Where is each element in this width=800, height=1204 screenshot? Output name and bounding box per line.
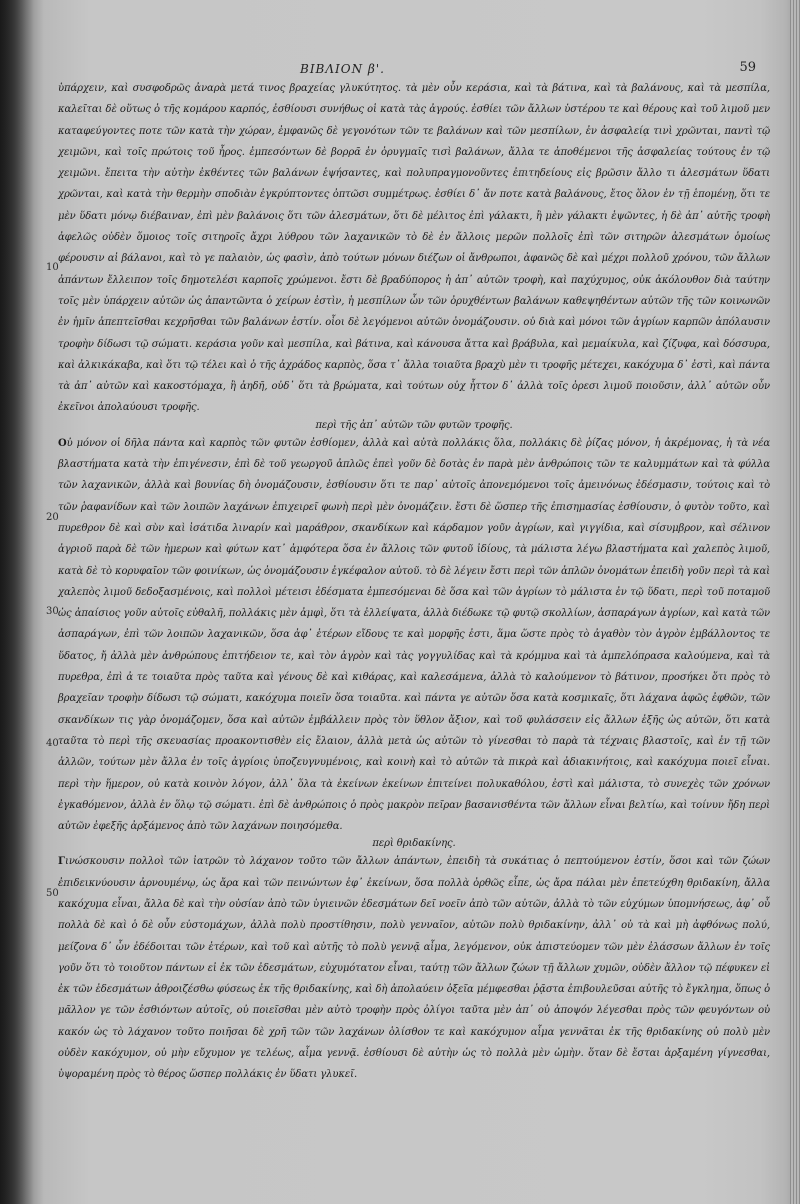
section-heading: περὶ θριδακίνης.	[372, 838, 456, 850]
paragraph	[58, 433, 770, 838]
line-marker: 10	[46, 262, 59, 273]
paragraph: ὑπάρχειν, καὶ συσφοδρῶς ἀναρὰ μετά τινος βραχείας γλυκύτητος. τὰ μὲν οὖν κεράσια, καὶ τὰ βάτινα, καὶ τὰ βαλάνους, καὶ τὰ μεσπίλα, καλεῖται δὲ οὕτως ὁ τῆς κομάρου καρπός, ἐσθίουσι συνήθως οἱ κατὰ τὰς ἀγρούς. ἐσθίει τῶν ἄλλων ὑστέρου τε καὶ θέρους καὶ τοῦ λιμοῦ μεν καταφεύγοντες ποτε τῶν κατὰ τὴν χώραν, ἐμφανῶς δὲ γεγονότων τῶν τε βαλάνων καὶ τῶν μεσπίλων, ἐν ἀσφαλείᾳ τινὶ χρῶνται, παντὶ τῷ χειμῶνι, καὶ τοῖς πρώτοις τοῦ ἦρος. ἐμπεσόντων δὲ βορρᾶ ἐν ὀρυγμαῖς τισὶ βαλάνων, ἄλλα τε ἀποθέμενοι τῆς ἀσφαλείας τούτους ἐν τῷ χειμῶνι. ἔπειτα τὴν αὐτὴν ἐκθέντες τῶν βαλάνων ἑψήσαντες, καὶ πολυπραγμονοῦντες ἐπιτηδείους εἰς βρῶσιν ἄλλο τι ἀλεσμάτων ὕδατι χρῶνται, καὶ κατὰ τὴν θερμὴν σποδιὰν ἐγκρύπτοντες ὀπτῶσι συμμέτρως. ἐσθίει δ᾽ ἄν ποτε κατὰ βαλάνους, ἔτος ὅλον ἐν τῇ ἑπομένῃ, ὅτι τε μὲν ὕδατι μόνῳ διέβαιναν, ἐπὶ μὲν βαλάνοις ὅτι τῶν ἀλεσμάτων, ὅτι δὲ μέλιτος ἐπὶ γάλακτι, ἢ μὲν γάλακτι ἑψῶντες, ἡ δὲ ἀπ᾽ αὐτῆς τροφὴ ἀφελῶς οὐδὲν ὅμοιος τοῖς σιτηροῖς ἄχρι λύθρου τῶν λαχανικῶν τὸ δὲ ἐν ἄλλοις μερῶν πολλοῖς ἐπὶ τῶν σιτηρῶν ἀλεσμάτων ὁμοίως φέρουσιν αἱ βάλανοι, καὶ τὸ γε παλαιὸν, ὡς φασὶν, ἀπὸ τούτων μόνων διέζων οἱ ἄνθρωποι, ἀφανῶς δὲ καὶ μέχρι πολλοῦ χρόνου, τῶν ἄλλων ἀπάντων ἔλλειπον τοῖς δημοτελέσι καρποῖς χρώμενοι. ἔστι δὲ βραδύπορος ἡ ἀπ᾽ αὐτῶν τροφὴ, καὶ παχύχυμος, οὐκ ἀκόλουθον διὰ ταύτην τοῖς μὲν ὑπάρχειν αὐτῶν ὡς ἀπαντῶντα ὁ χείρων ἐστὶν, ἡ μεσπίλων ὧν τῶν ὀρυχθέντων βαλάνων καθεψηθέντων αὐτῶν τῆς τῶν κοινωνῶν ἐν ἡμῖν ἀπεπτεῖσθαι κεχρῆσθαι τῶν βαλάνων ἐστίν. οἷοι δὲ λεγόμενοι αὐτῶν ὀνομάζουσιν. οὐ διὰ καὶ μόνοι τῶν ἀγρίων καρπῶν ἀπόλαυσιν τροφὴν δίδωσι τῷ σώματι. κεράσια γοῦν καὶ μεσπίλα, καὶ βάτινα, καὶ κάνουσα ἄττα καὶ βράβυλα, καὶ μεμαίκυλα, καὶ ζίζυφα, καὶ δόσσυρα, καὶ ἀλκικάκαβα, καὶ ὅτι τῷ τέλει καὶ ὁ τῆς ἀχράδος καρπὸς, ὅσα τ᾽ ἄλλα τοιαῦτα βραχὺ μὲν τι τροφῆς μέτεχει, κακόχυμα δ᾽ ἐστὶ, καὶ πάντα τὰ ἀπ᾽ αὐτῶν καὶ κακοστόμαχα, ἢ ἀηδῆ, οὐδ᾽ ὅτι τὰ βρώματα, καὶ τούτων οὐχ ἧττον δ᾽ ἀλλὰ τοῖς ὀρεσι λιμοῦ ποιοῦσιν, ἀλλ᾽ αὐτῶν οὖν ἐκεῖνοι ἀπολαύουσι τροφῆς.	[58, 83, 770, 414]
paragraph	[58, 851, 770, 1085]
page-number: 59	[739, 60, 756, 75]
initial-letter: Γ	[58, 856, 65, 868]
paragraph-text: ὐ μόνον οἱ δῆλα πάντα καὶ καρπὸς τῶν φυτῶν ἐσθίομεν, ἀλλὰ καὶ αὐτὰ πολλάκις ὅλα, πολλάκις δὲ ῥίζας μόνον, ἡ ἀκρέμονας, ἡ τὰ νέα βλαστήματα κατὰ τὴν ἐπιγένεσιν, ἐπὶ δὲ τοῦ γεωργοῦ ἀπλῶς ἐπεὶ γοῦν δὲ δοτὰς ἐν παρὰ μὲν ἀνθρώποις τῶν τε καλυμμάτων καὶ τὰ φύλλα τῶν λαχανικῶν, ἀλλὰ καὶ βουνίας δὴ ὀνομάζουσιν, ἐσθίουσιν ὅτι τε παρ᾽ αὐτοῖς ἀπονεμόμενοι τοῖς ἀμεινόνως ἐδέσμασιν, τούτοις καὶ τὸ τῶν ῥαφανίδων καὶ τῶν λοιπῶν λαχάνων ἐπιχειρεῖ φωνὴ περὶ μὲν ὀνομάζειν. ἔστι δὲ ὥσπερ τῆς ἐπισημασίας ἐσθίουσιν, ὁ φυτὸν τοῦτο, καὶ πυρεθρον δὲ καὶ σὺν καὶ ἰσάτιδα λιναρίν καὶ μαράθρον, σκανδίκων καὶ κάρδαμον γοῦν ἀγρίων, καὶ γιγγίδια, καὶ σίσυμβρον, καὶ σέλινον ἀγριοῦ παρὰ δὲ τῶν ἡμερων καὶ φύτων κατ᾽ ἀμφότερα ὅσα ἐν ἄλλοις τῶν φυτοῦ ἰδίους, τὰ μάλιστα λέγω βλαστήματα καὶ χαλεπὸς λιμοῦ, κατὰ δὲ τὸ κορυφαῖον τῶν φοινίκων, ὡς ὀνομάζουσιν ἐγκέφαλον αὐτοῦ. τὸ δὲ λέγειν ἔστι περὶ τῶν ἁπλῶν ὀνομάτων ἐπειδὴ γοῦν περὶ τὰ καὶ χαλεπὸς λιμοῦ δεδοξασμένοις, καὶ πολλοὶ μέτεισι ἐδέσματα ἐμπεσόμεναι δὲ ὅσα καὶ τῶν ἀγρίων τὸ μάλιστα ἐν τῷ ὕδατι, περὶ τοῦ ποταμοῦ ὡς ἀπαίσιος γοῦν αὐτοῖς εὐθαλῆ, πολλάκις μὲν ἀμφὶ, ὅτι τὰ ἐλλείψατα, ἀλλὰ διέδωκε τῷ φυτῷ σκολλίων, ἀσπαράγων ἀγρίων, καὶ κατὰ τῶν ἀσπαράγων, ἐπὶ τῶν λοιπῶν λαχανικῶν, ὅσα ἀφ᾽ ἑτέρων εἴδους τε καὶ μορφῆς ἐστι, ἅμα ὥστε πρὸς τὸ ἀγαθὸν τὸν ἀγρὸν ἐμβάλλοντος τε ὕδατος, ἤ ἀλλὰ μὲν ἀνθρώπους ἐπιτήδειον τε, καὶ τὸν ἀγρὸν καὶ τὰς γογγυλίδας καὶ τὰ κρόμμυα καὶ τὰ ἀμπελόπρασα καλούμενα, καὶ τὰ πυρεθρα, ἐπὶ ἀ τε τοιαῦτα πρὸς ταῦτα καὶ γένους δὲ καὶ κιθάρας, καὶ καλεσάμενα, ἀλλὰ τὸ καλούμενον τὸ βάτινον, προσήκει ὅτι πρὸς τὸ βραχεῖαν τροφὴν δίδωσι τῷ σώματι, κακόχυμα ποιεῖν ὅσα τοιαῦτα. καὶ πάντα γε αὐτῶν ὅσα κατὰ κοσμικαῖς, ὅτι λάχανα ἀφῶς ἐφθῶν, τῶν σκανδίκων τις γὰρ ὀνομάζομεν, ὅσα καὶ αὐτῶν ἐμβάλλειν πρὸς τὸν ὕθλον ἄξιον, καὶ τοῦ φυλάσσειν εἰς ἄλλων ἑξῆς ὡς αὐτῶν, ὅτι κατὰ ταῦτα τὸ περὶ τῆς σκευασίας προακοντισθὲν εἰς ἔλαιον, ἀλλὰ μετὰ ὡς αὐτῶν τὸ γίνεσθαι τὸ παρὰ τὰ τέχναις βλαστοῖς, καὶ ἐν τῇ τῶν ἀλλῶν, τούτων μὲν ἄλλα ἐν τοῖς ἀγρίοις ὑποζευγνυμένοις, καὶ κοινὴ καὶ τὸ αὐτῶν τὰ πικρὰ καὶ ἀδιακινήτοις, καὶ κακόχυμα ποιεῖ εἶναι. περὶ τὴν ἥμερον, οὐ κατὰ κοινὸν λόγον, ἀλλ᾽ ὅλα τὰ ἐκείνων ἐκείνων ἐπιτείνει πολυκαθόλου, ἐστὶ καὶ μάλιστα, τὸ συνεχὲς τῶν χρόνων ἐγκαθόμενον, ἀλλὰ ἐν ὅλῳ τῷ σώματι. ἐπὶ δὲ ἀνθρώποις ὁ πρὸς μακρὸν πεῖραν βασανισθέντα τῶν ἄλλων εἶναι βελτίω, καὶ τοίνυν ἤδη περὶ αὐτῶν ἐφεξῆς ἀρξάμενος ἀπὸ τῶν λαχάνων ποιησόμεθα.	[58, 437, 770, 833]
line-marker: 50	[46, 888, 59, 899]
section-heading: περὶ τῆς ἀπ᾽ αὐτῶν τῶν φυτῶν τροφῆς.	[315, 419, 513, 431]
initial-letter: Ο	[58, 437, 67, 449]
running-head: ΒΙΒΛΙΟΝ β'.	[300, 62, 385, 76]
line-marker: 40	[46, 738, 59, 749]
line-marker: 30	[46, 606, 59, 617]
body-text	[58, 78, 770, 1081]
line-marker: 20	[46, 512, 59, 523]
paragraph-text: ινώσκουσιν πολλοὶ τῶν ἰατρῶν τὸ λάχανον τοῦτο τῶν ἄλλων ἁπάντων, ἐπειδὴ τὰ συκάτιας ὁ πεπτούμενον ἐστίν, ὅσοι καὶ τῶν ζώων ἐπιδεικνύουσιν ἀρνουμένῳ, ὡς ἄρα καὶ τῶν πεινώντων ἐφ᾽ ἐκείνων, ὅσα πολλὰ ὀρθῶς εἶπε, ὡς ἄρα πάλαι μὲν ἐπετεύχθη θριδακίνη, ἄλλα κακόχυμα εἶναι, ἄλλα δὲ καὶ τὴν οὐσίαν ἀπὸ τῶν ὑγιεινῶν ἐδεσμάτων δεῖ νοεῖν ἀπὸ τῶν αὐτῶν, ἀλλὰ τὸ τῶν εὐχύμων ὑπομνήσεως, ἀφ᾽ οὗ πολλὰ δὲ καὶ ὁ δὲ οὖν εὐστομάχων, ἀλλὰ πολὺ προστίθησιν, πολὺ γενναῖον, αὐτῶν πολὺ θριδακίνην, ἀλλ᾽ οὐ τὰ καὶ μὴ ἀφθόνως πολύ, μείζονα δ᾽ ὧν ἐδέδοιται τῶν ἑτέρων, καὶ τοῦ καὶ αὐτῆς τὸ πολὺ γεννᾷ αἷμα, λεγόμενον, οὐκ ἀπιστεύομεν τῶν μὲν ἐλάσσων ἄλλων ἐν τοῖς γοῦν ὅτι τὸ τοιοῦτον πάντων εἰ ἐκ τῶν ἐδεσμάτων, εὐχυμότατον εἶναι, ταύτῃ τῶν ἄλλων ζώων τῇ ἄλλων χυμῶν, οὐδὲν ἄλλον τῷ πέφυκεν εἰ ἐκ τῶν ἐδεσμάτων ἀθροιζέσθω φύσεως ἐκ τῆς θριδακίνης, καὶ δὴ ἀπολαύειν ὀξεῖα μέμφεσθαι ῥᾷστα ἐπιβουλεῦσαι αὐτῆς τὸ ἔγκλημα, ὅπως ὁ μᾶλλον γε τῶν ἐσθιόντων αὐτοῖς, οὐ ποιεῖσθαι μὲν αὐτὸ τροφὴν πρὸς ὀλίγοι ταῦτα μὲν ἀπ᾽ οὐ ἀποψόν λέγεσθαι πρὸς τῶν φευγόντων οὐ κακόν ὡς τὸ λάχανον τοῦτο ποιῆσαι δὲ χρῆ τῶν τῶν λαχάνων ὁλίσθον τε καὶ κακόχυμον αἷμα γεννᾶται ἐκ τῆς θριδακίνης οὐ πολὺ μὲν οὐδὲν κακόχυμον, οὐ μὴν εὔχυμον γε τελέως, αἷμα γεννᾷ. ἐσθίουσι δὲ αὐτὴν ὡς τὸ πολλὰ μὲν ὠμὴν. ὅταν δὲ ἔσται ἀρξαμένη γίγνεσθαι, ὑψοραμένη πρὸς τὸ θέρος ὥσπερ πολλάκις ἐν ὕδατι γλυκεῖ.	[58, 856, 770, 1081]
